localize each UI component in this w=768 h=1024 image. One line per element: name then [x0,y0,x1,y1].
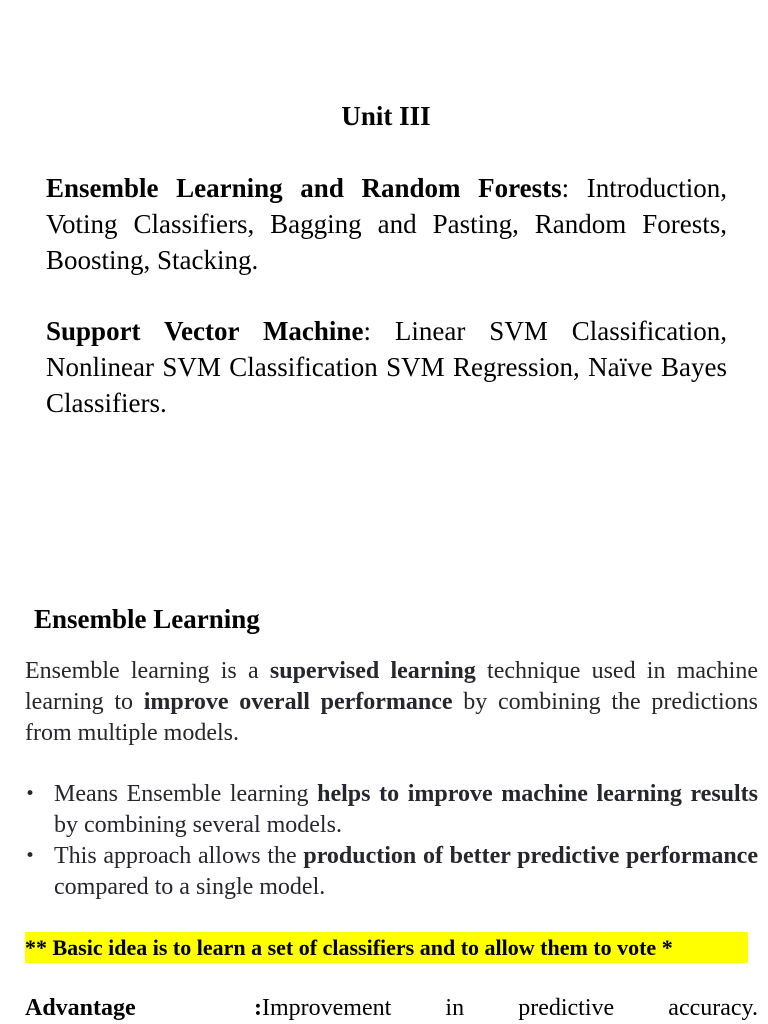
bullet-item [25,841,758,903]
highlight-note: ** Basic idea is to learn a set of classifiers and to allow them to vote * [25,932,748,963]
topic-svm [46,313,727,421]
section-heading: Ensemble Learning [34,604,260,634]
bullet-icon: • [25,784,36,804]
intro-text: by combining the predictions from multiple models. [25,689,758,746]
intro-paragraph [25,656,758,749]
bullet-text: compared to a single model. [54,874,326,900]
bullet-text: This approach allows the [54,843,304,869]
intro-bold: improve overall performance [143,689,453,715]
topic-text: : Linear SVM Classification, Nonlinear SVM Classification SVM Regression, Naïve Bayes Classifiers. [46,316,728,418]
advantage-text: Improvement in predictive accuracy. [262,995,758,1021]
bullet-text: by combining several models. [54,812,342,838]
bullet-text: Means Ensemble learning [54,781,318,807]
bullet-item [25,779,758,841]
intro-text: Ensemble learning is a [25,658,270,684]
topic-heading: Support Vector Machine [46,316,364,346]
advantage-label: Advantage [25,995,136,1021]
topic-text: : Introduction, Voting Classifiers, Bagging and Pasting, Random Forests, Boosting, Stacking. [46,173,727,275]
bullet-icon: • [25,846,36,866]
bullet-list [25,779,758,903]
advantage-value [254,993,758,1024]
unit-title: Unit III [341,101,431,131]
advantage-colon: : [254,995,262,1021]
topic-heading: Ensemble Learning and Random Forests [46,173,562,203]
bullet-bold: helps to improve machine learning results [317,781,759,807]
intro-bold: supervised learning [269,658,476,684]
advantage-row [25,993,758,1024]
topic-ensemble [46,170,727,278]
bullet-bold: production of better predictive performance [303,843,758,869]
intro-text: technique used in machine learning to [25,658,759,715]
